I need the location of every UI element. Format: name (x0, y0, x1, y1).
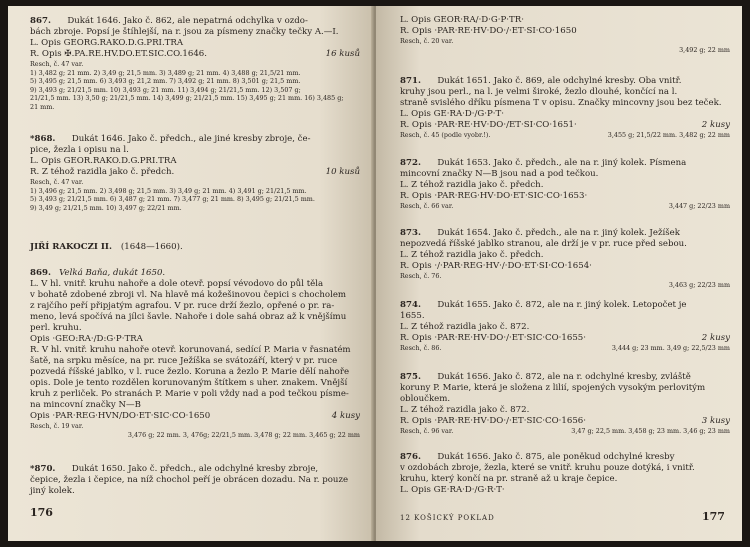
entry-873: 873. Dukát 1654. Jako č. předch., ale na r. jiný kolek. Ježíšek nepozvedá říšské jablko stranou, ale drží je v pr. ruce před sebou. L. Z téhož razidla jako č. předch. R. Opis ·/·PAR·REG·HV·/·DO·ET·SI·CO·1654· Resch, č. 76. 3,463 g; 22/23 mm (400, 228, 730, 289)
left-page (8, 6, 374, 541)
book-spread (8, 6, 742, 541)
weights: 1) 3,482 g; 21 mm. 2) 3,49 g; 21,5 mm. 3) 3,489 g; 21 mm. 4) 3,488 g; 21,5/21 mm. 5) 3,495 g; 21,5 mm. 6) 3,493 g; 21,2 mm. 7) 3,492 g; 21 mm. 8) 3,501 g; 21,5 mm. 9) 3,493 g; 21/21,5 mm. 10) 3,493 g; 21 mm. 11) 3,494 g; 21/21,5 mm. 12) 3,507 g; 21/21,5 mm. 13) 3,50 g; 21/21,5 mm. 14) 3,499 g; 21/21,5 mm. 15) 3,495 g; 21 mm. 16) 3,485 g; 21 mm. (30, 68, 344, 111)
entry-870-continued: L. Opis GEOR·RA/·D·G·P·TR· R. Opis ·PAR·RE·HV·DO·/·ET·SI·CO·1650 Resch, č. 20 var. 3,492 g; 22 mm (400, 15, 730, 54)
entry-874: 874. Dukát 1655. Jako č. 872, ale na r. jiný kolek. Letopočet je 1655. L. Z téhož razidla jako č. 872. R. Opis ·PAR·RE·HV·DO·/·ET·SIC·CO·1655· 2 kusy Resch, č. 86. 3,444 g; 23 mm. 3,49 g; 22,5/23 mm (400, 300, 730, 352)
signature-footer: 12 KOŠICKÝ POKLAD (400, 514, 495, 522)
entry-869: 869. Velká Baňa, dukát 1650. L. V hl. vnitř. kruhu nahoře a dole otevř. popsí vévodovo do půl těla v bohatě zdobené zbroji vl. Na hlavě má kožešinovou čepici s chocholem z rajčího peří připjatým agrafou. V pr. ruce drží žezlo, opřené o pr. ra- meno, levá spočívá na jílci šavle. Nahoře i dole sahá obraz až k vnějšímu perl. kruhu. Opis ·GEO:RA·/D:G·P·TRA R. V hl. vnitř. kruhu nahoře otevř. korunovaná, sedící P. Maria v řasnatém šatě, na srpku měsíce, na pr. ruce Ježíška se svátozáří, který v pr. ruce pozvedá říšské jablko, v l. ruce žezlo. Koruna a žezlo P. Marie dělí nahoře opis. Dole je tento rozdělen korunovaným štítkem s uher. znakem. Vnější kruh z perliček. Po stranách P. Marie v poli vždy nad a pod tečkou písme- na mincovní značky N—B Opis ·PAR·REG·HVN/DO·ET·SIC·CO·1650 4 kusy Resch, č. 19 var. 3,476 g; 22 mm. 3, 476g; 22/21,5 mm. 3,478 g; 22 mm. 3,465 g; 22 mm (30, 268, 360, 439)
entry-875: 875. Dukát 1656. Jako č. 872, ale na r. odchylné kresby, zvláště koruny P. Marie, která je složena z lilií, spojených vysokým perlovitým obloučkem. L. Z téhož razidla jako č. 872. R. Opis ·PAR·RE·HV·DO·/·ET·SIC·CO·1656· 3 kusy Resch, č. 96 var. 3,47 g; 22,5 mm. 3,458 g; 23 mm. 3,46 g; 23 mm (400, 372, 730, 435)
entry-876: 876. Dukát 1656. Jako č. 875, ale poněkud odchylné kresby v ozdobách zbroje, žezla, které se vnitř. kruhu pouze dotýká, i vnitř. kruhu, který končí na pr. straně až u kraje čepice. L. Opis GE·RA·D·/G·R·T· (400, 452, 695, 495)
entry-868: *868. Dukát 1646. Jako č. předch., ale jiné kresby zbroje, če- pice, žezla i opisu na l. L. Opis GEOR.RAKO.D.G.PRI.TRA R. Z téhož razidla jako č. předch. 10 kusů Resch, č. 47 var. 1) 3,496 g; 21,5 mm. 2) 3,498 g; 21,5 mm. 3) 3,49 g; 21 mm. 4) 3,491 g; 21/21,5 mm. 5) 3,493 g; 21/21,5 mm. 6) 3,487 g; 21 mm. 7) 3,477 g; 21 mm. 8) 3,495 g; 21/21,5 mm. 9) 3,49 g; 21/21,5 mm. 10) 3,497 g; 22/21 mm. (30, 134, 360, 212)
page-number-right: 177 (702, 510, 725, 523)
entry-870: *870. Dukát 1650. Jako č. předch., ale odchylné kresby zbroje, čepice, žezla i čepice, na níž chochol peří je obrácen dozadu. Na r. pouze jiný kolek. (30, 464, 349, 496)
entry-871: 871. Dukát 1651. Jako č. 869, ale odchylné kresby. Oba vnitř. kruhy jsou perl., na l. je velmi široké, žezlo dlouhé, končící na l. straně svislého dříku písmena T v opisu. Značky mincovny jsou bez teček. L. Opis GE·RA·D·/G·P·T· R. Opis ·PAR·RE·HV·DO·/ET·SI·CO·1651· 2 kusy Resch, č. 45 (podle vyobr.!). 3,455 g; 21,5/22 mm. 3,482 g; 22 mm (400, 76, 730, 139)
right-page (376, 6, 742, 541)
entry-867: 867. Dukát 1646. Jako č. 862, ale nepatrná odchylka v ozdo- bách zbroje. Popsí je štíhlejší, na r. jsou za písmeny značky tečky A.—I. L. Opis GEORG.RAKO.D.G.PRI.TRA R. Opis ✠.PA.RE.HV.DO.ET.SIC.CO.1646. 16 kusů Resch, č. 47 var. 1) 3,482 g; 21 mm. 2) 3,49 g; 21,5 mm. 3) 3,489 g; 21 mm. 4) 3,488 g; 21,5/21 mm. 5) 3,495 g; 21,5 mm. 6) 3,493 g; 21,2 mm. 7) 3,492 g; 21 mm. 8) 3,501 g; 21,5 mm. 9) 3,493 g; 21/21,5 mm. 10) 3,493 g; 21 mm. 11) 3,494 g; 21/21,5 mm. 12) 3,507 g; 21/21,5 mm. 13) 3,50 g; 21/21,5 mm. 14) 3,499 g; 21/21,5 mm. 15) 3,495 g; 21 mm. 16) 3,485 g; 21 mm. (30, 16, 360, 111)
weights: 1) 3,496 g; 21,5 mm. 2) 3,498 g; 21,5 mm. 3) 3,49 g; 21 mm. 4) 3,491 g; 21/21,5 mm. 5) 3,493 g; 21/21,5 mm. 6) 3,487 g; 21 mm. 7) 3,477 g; 21 mm. 8) 3,495 g; 21/21,5 mm. 9) 3,49 g; 21/21,5 mm. 10) 3,497 g; 22/21 mm. (30, 186, 315, 212)
section-heading: JIŘÍ RAKOCZI II. (1648—1660). (30, 242, 183, 252)
entry-872: 872. Dukát 1653. Jako č. předch., ale na r. jiný kolek. Písmena mincovní značky N—B jsou nad a pod tečkou. L. Z téhož razidla jako č. předch. R. Opis ·PAR·REG·HV·DO·ET·SIC·CO·1653· Resch, č. 66 var. 3,447 g; 22/23 mm (400, 158, 730, 210)
page-number-left: 176 (30, 506, 53, 519)
